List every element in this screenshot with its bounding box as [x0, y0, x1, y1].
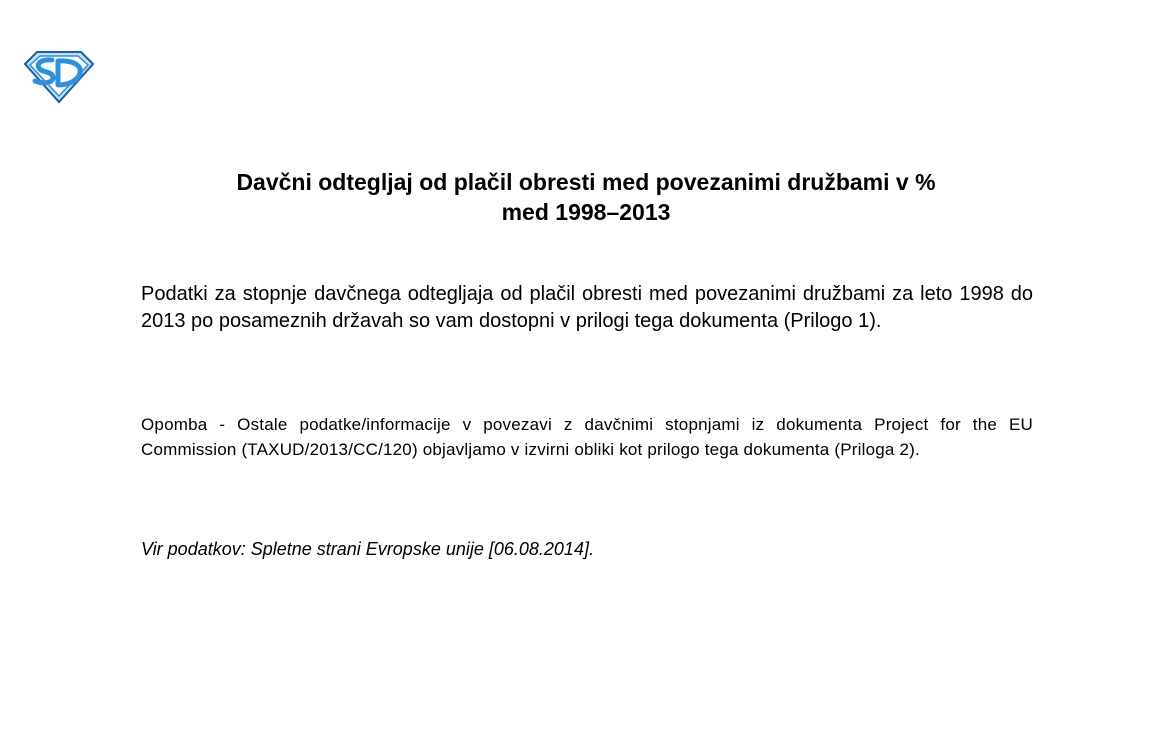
- document-title-line-1: Davčni odtegljaj od plačil obresti med povezanimi družbami v %: [236, 169, 936, 195]
- document-title-line-2: med 1998–2013: [501, 199, 671, 225]
- source-citation: Vir podatkov: Spletne strani Evropske unije [06.08.2014].: [141, 539, 594, 559]
- note-paragraph: Opomba - Ostale podatke/informacije v povezavi z davčnimi stopnjami iz dokumenta Project for the EU Commission (TAXUD/2013/CC/120) objavljamo v izvirni obliki kot prilogo tega dokumenta (Priloga 2).: [141, 415, 1033, 459]
- document-title: [130, 167, 1042, 227]
- intro-paragraph: Podatki za stopnje davčnega odtegljaja od plačil obresti med povezanimi družbami za leto 1998 do 2013 po posameznih državah so vam dostopni v prilogi tega dokumenta (Prilogo 1).: [141, 283, 1033, 332]
- sd-logo-icon: [22, 50, 96, 104]
